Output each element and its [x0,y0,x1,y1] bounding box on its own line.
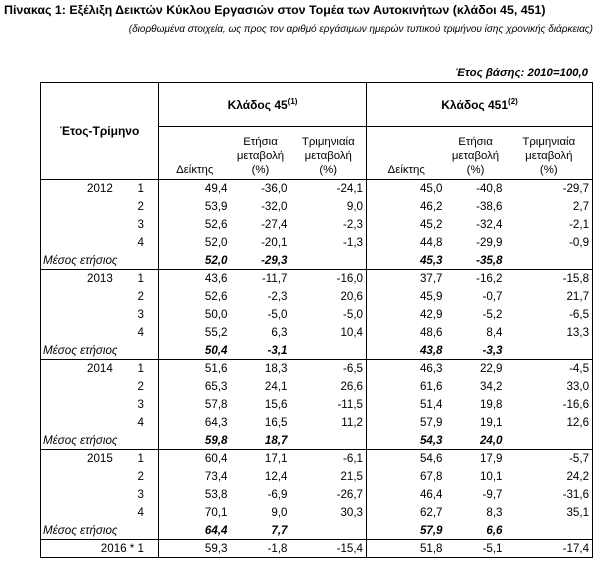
sector-451-annual-change: 22,9 [479,362,503,376]
sector-45-annual-change: 17,1 [264,452,288,466]
table-row-2016 [41,540,593,558]
annual-mean-row [41,252,593,270]
period-cell [41,378,159,396]
annual-mean-label: Μέσος ετήσιος [41,432,159,450]
sector-451-annual-change: -16,2 [476,272,503,286]
table-row [41,504,593,522]
period-quarter: 4 [137,326,144,339]
sector-451-index: 48,6 [419,326,443,339]
sector-45-quarterly-change: 10,4 [291,324,367,342]
table-row [41,324,593,342]
col-header-annual-451: Ετήσια μεταβολή (%) [446,127,506,180]
sector-451-mean-index: 57,9 [367,522,446,540]
period-cell [41,504,159,522]
sector-451-index: 37,7 [419,272,443,286]
sector-451-quarterly-change: -6,5 [506,306,593,324]
period-quarter: 1 [137,272,144,286]
sector-45-quarterly-change: -16,0 [291,270,367,288]
sector-45-index: 53,8 [204,488,228,501]
annual-mean-label: Μέσος ετήσιος [41,342,159,360]
sector-451-annual-change: 10,1 [479,470,503,483]
sector-451-annual-change: 8,4 [486,326,503,339]
sector-45-index: 49,4 [204,182,228,196]
table-row [41,234,593,252]
period-year [41,218,87,231]
page-subtitle: (διορθωμένα στοιχεία, ως προς τον αριθμό εργάσιμων ημερών τυπικού τριμήνου ίσης χρονικής διάρκειας) [128,24,593,35]
sector-451-mean-annual-change: 6,6 [446,522,506,540]
sector-45-quarterly-change: 11,2 [291,414,367,432]
period-cell [41,486,159,504]
sector-45-quarterly-change: 9,0 [291,198,367,216]
table-row [41,468,593,486]
sector-451-mean-empty [506,342,593,360]
sector-45-annual-change: -20,1 [261,236,288,249]
period-cell [41,414,159,432]
sector-45-mean-index: 64,4 [159,522,231,540]
table-body [41,180,593,558]
sector-451-index: 57,9 [419,416,443,429]
sector-45-quarterly-change: -5,0 [291,306,367,324]
period-cell [41,180,159,198]
sector-45-quarterly-change: 30,3 [291,504,367,522]
sector-45-mean-annual-change: 18,7 [231,432,291,450]
sector-451-quarterly-change: -17,4 [506,540,593,558]
sector-451-quarterly-change: -31,6 [506,486,593,504]
sector-45-annual-change: -36,0 [261,182,288,196]
sector-45-index: 53,9 [204,200,228,213]
period-cell [41,234,159,252]
col-header-annual-45: Ετήσια μεταβολή (%) [231,127,291,180]
period-year: 2015 [87,452,113,466]
sector-45-annual-change: 12,4 [264,470,288,483]
sector-451-annual-change: -9,7 [482,488,503,501]
sector-451-quarterly-change: 2,7 [506,198,593,216]
sector-451-mean-annual-change: -3,3 [446,342,506,360]
table-row [41,288,593,306]
period-year [41,308,87,321]
period-year [41,326,87,339]
period-quarter: 2 [137,200,144,213]
period-quarter: 3 [137,308,144,321]
sector-45-annual-change: 24,1 [264,380,288,393]
sector-451-mean-index: 45,3 [367,252,446,270]
sector-45-mean-empty [291,432,367,450]
sector-45-index: 59,3 [159,540,231,558]
sector-45-quarterly-change: 21,5 [291,468,367,486]
period-quarter: 3 [137,218,144,231]
period-quarter: 4 [137,416,144,429]
sector-45-mean-annual-change: 7,7 [231,522,291,540]
sector-45-index: 55,2 [204,326,228,339]
sector-451-mean-index: 54,3 [367,432,446,450]
sector-45-annual-change: -32,0 [261,200,288,213]
sector-451-annual-change: -5,1 [446,540,506,558]
sector-451-mean-index: 43,8 [367,342,446,360]
sector-451-annual-change: 34,2 [479,380,503,393]
sector-45-annual-change: 18,3 [264,362,288,376]
sector-451-index: 46,4 [419,488,443,501]
sector-45-index: 57,8 [204,398,228,411]
annual-mean-row [41,522,593,540]
sector-451-quarterly-change: -29,7 [506,180,593,198]
sector-451-quarterly-change: 21,7 [506,288,593,306]
sector-45-index: 50,0 [204,308,228,321]
sector-451-mean-empty [506,252,593,270]
sector-451-annual-change: 8,3 [486,506,503,519]
sector-451-quarterly-change: -0,9 [506,234,593,252]
sector-451-quarterly-change: -5,7 [506,450,593,468]
sector-451-quarterly-change: 12,6 [506,414,593,432]
period-quarter: 1 [137,362,144,376]
annual-mean-label: Μέσος ετήσιος [41,522,159,540]
period-year [41,470,87,483]
period-cell [41,306,159,324]
sector-451-annual-change: -5,2 [482,308,503,321]
sector-451-header [367,83,593,127]
sector-451-quarterly-change: 13,3 [506,324,593,342]
sector-451-quarterly-change: -2,1 [506,216,593,234]
sector-451-quarterly-change: -15,8 [506,270,593,288]
sector-45-quarterly-change: -15,4 [291,540,367,558]
sector-45-quarterly-change: -24,1 [291,180,367,198]
period-quarter: 4 [137,236,144,249]
sector-45-annual-change: -27,4 [261,218,288,231]
page-title: Πίνακας 1: Εξέλιξη Δεικτών Κύκλου Εργασιών στον Τομέα των Αυτοκινήτων (κλάδοι 45, 451) [4,3,546,17]
sector-45-label: Κλάδος 45 [227,97,288,112]
sector-45-annual-change: -11,7 [261,272,288,286]
base-year-note: Έτος βάσης: 2010=100,0 [455,67,588,79]
table-row [41,450,593,468]
sector-451-quarterly-change: 33,0 [506,378,593,396]
sector-451-index: 51,8 [367,540,446,558]
sector-45-annual-change: 15,6 [264,398,288,411]
sector-451-annual-change: -32,4 [476,218,503,231]
sector-451-quarterly-change: -4,5 [506,360,593,378]
sector-451-annual-change: 17,9 [479,452,503,466]
sector-451-annual-change: -29,9 [476,236,503,249]
sector-45-mean-index: 59,8 [159,432,231,450]
table-row [41,306,593,324]
sector-451-index: 54,6 [419,452,443,466]
sector-451-mean-annual-change: -35,8 [446,252,506,270]
sector-45-mean-empty [291,342,367,360]
period-year [41,488,87,501]
sector-45-index: 60,4 [204,452,228,466]
sector-45-annual-change: -6,9 [267,488,288,501]
period-year [41,506,87,519]
sector-45-index: 64,3 [204,416,228,429]
sector-451-quarterly-change: -16,6 [506,396,593,414]
table-row [41,414,593,432]
sector-451-index: 44,8 [419,236,443,249]
period-year [41,236,87,249]
table-row [41,378,593,396]
sector-451-mean-empty [506,522,593,540]
period-year [41,290,87,303]
sector-45-index: 43,6 [204,272,228,286]
sector-45-annual-change: -1,8 [231,540,291,558]
sector-45-index: 52,6 [204,218,228,231]
sector-45-annual-change: 9,0 [271,506,288,519]
sector-451-mean-annual-change: 24,0 [446,432,506,450]
period-cell [41,198,159,216]
period-cell [41,324,159,342]
sector-45-index: 73,4 [204,470,228,483]
sector-45-quarterly-change: 20,6 [291,288,367,306]
annual-mean-row [41,342,593,360]
sector-45-quarterly-change: -26,7 [291,486,367,504]
sector-451-index: 45,9 [419,290,443,303]
row-header-period: Έτος-Τρίμηνο [41,83,159,180]
sector-45-quarterly-change: -2,3 [291,216,367,234]
sector-45-index: 70,1 [204,506,228,519]
period-year [41,416,87,429]
sector-451-mean-empty [506,432,593,450]
table-row [41,360,593,378]
table-row [41,198,593,216]
sector-451-annual-change: 19,1 [479,416,503,429]
period-quarter: 2 [137,470,144,483]
period-cell [41,396,159,414]
sector-451-index: 46,2 [419,200,443,213]
turnover-index-table [40,82,593,558]
sector-451-label: Κλάδος 451 [441,97,509,112]
period-cell [41,360,159,378]
period-year [41,380,87,393]
col-header-quarterly-45: Τριμηνιαία μεταβολή (%) [291,127,367,180]
sector-45-mean-index: 50,4 [159,342,231,360]
period-year: 2013 [87,272,113,286]
annual-mean-row [41,432,593,450]
sector-45-mean-index: 52,0 [159,252,231,270]
period-cell [41,288,159,306]
sector-45-index: 52,6 [204,290,228,303]
period-cell [41,450,159,468]
table-row [41,270,593,288]
period-quarter: 4 [137,506,144,519]
sector-451-annual-change: -40,8 [476,182,503,196]
period-quarter: 1 [137,452,144,466]
sector-45-quarterly-change: -6,5 [291,360,367,378]
sector-45-index: 65,3 [204,380,228,393]
sector-451-index: 62,7 [419,506,443,519]
table-row [41,216,593,234]
sector-45-mean-empty [291,522,367,540]
period-quarter: 3 [137,398,144,411]
table-row [41,396,593,414]
sector-45-quarterly-change: -6,1 [291,450,367,468]
sector-451-annual-change: -38,6 [476,200,503,213]
sector-45-mean-annual-change: -29,3 [231,252,291,270]
sector-451-index: 42,9 [419,308,443,321]
sector-45-quarterly-change: -1,3 [291,234,367,252]
sector-451-index: 51,4 [419,398,443,411]
period-year [41,398,87,411]
period-cell [41,270,159,288]
period-year: 2012 [87,182,113,196]
table-row [41,180,593,198]
table-row [41,486,593,504]
sector-45-annual-change: 16,5 [264,416,288,429]
period-quarter: 2 [137,290,144,303]
annual-mean-label: Μέσος ετήσιος [41,252,159,270]
period-year: 2014 [87,362,113,376]
sector-45-index: 51,6 [204,362,228,376]
sector-451-annual-change: 19,8 [479,398,503,411]
period-cell [41,216,159,234]
sector-45-mean-empty [291,252,367,270]
sector-45-mean-annual-change: -3,1 [231,342,291,360]
period-quarter: 3 [137,488,144,501]
sector-45-header [159,83,367,127]
sector-451-index: 46,3 [419,362,443,376]
sector-451-index: 45,2 [419,218,443,231]
sector-45-annual-change: 6,3 [271,326,288,339]
sector-451-quarterly-change: 35,1 [506,504,593,522]
sector-45-quarterly-change: -11,5 [291,396,367,414]
sector-45-annual-change: -5,0 [267,308,288,321]
sector-451-quarterly-change: 24,2 [506,468,593,486]
sector-45-quarterly-change: 26,6 [291,378,367,396]
sector-451-index: 67,8 [419,470,443,483]
period-quarter: 2 [137,380,144,393]
sector-451-annual-change: -0,7 [482,290,503,303]
sector-451-footnote-mark: (2) [508,96,518,106]
sector-45-annual-change: -2,3 [267,290,288,303]
period-year [41,200,87,213]
col-header-index-451: Δείκτης [367,127,446,180]
period-quarter: 1 [137,182,144,196]
col-header-quarterly-451: Τριμηνιαία μεταβολή (%) [506,127,593,180]
period-cell: 2016 * 1 [41,540,159,558]
sector-45-index: 52,0 [204,236,228,249]
col-header-index-45: Δείκτης [159,127,231,180]
sector-451-index: 45,0 [419,182,443,196]
sector-45-footnote-mark: (1) [287,96,298,106]
sector-451-index: 61,6 [419,380,443,393]
period-cell [41,468,159,486]
